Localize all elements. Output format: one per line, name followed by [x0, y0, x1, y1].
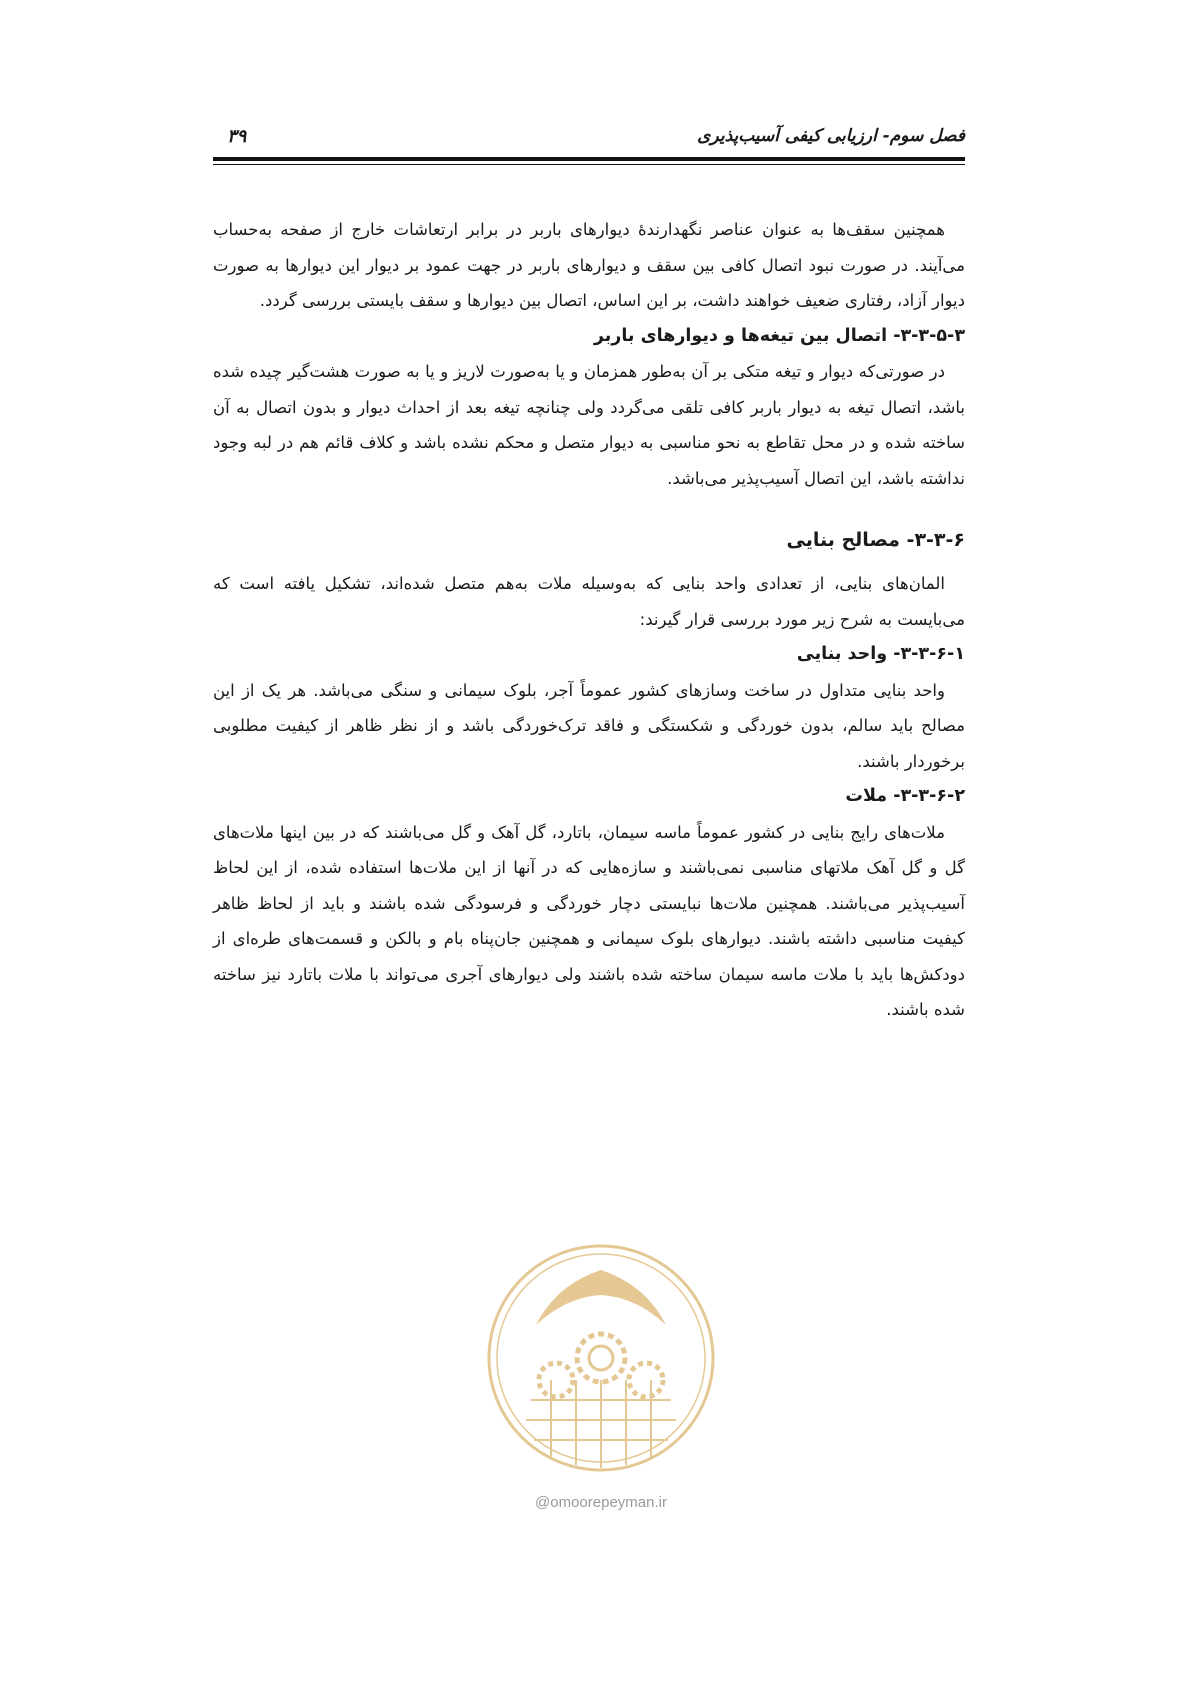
paragraph-partition-wall-connection: در صورتی‌که دیوار و تیغه متکی بر آن به‌طور همزمان و یا به‌صورت لاریز و یا به صورت هشت‌گیر چیده شده باشد، اتصال تیغه به دیوار باربر کافی تلقی می‌گردد ولی چنانچه تیغه بعد از احداث دیوار و بدون اتصال به آن ساخته شده و در محل تقاطع به نحو مناسبی به دیوار متصل و محکم نشده باشد و کلاف قائم هم در لبه وجود نداشته باشد، این اتصال آسیب‌پذیر می‌باشد. [213, 362, 965, 488]
section-heading-mortar: ۳-۳-۶-۲- ملات [845, 786, 965, 806]
section-heading-partition-wall-connection: ۳-۳-۵-۳- اتصال بین تیغه‌ها و دیوارهای باربر [593, 325, 965, 346]
page-number: ۳۹ [227, 126, 247, 147]
header-rule-thick [213, 157, 965, 161]
watermark-url: @omoorepeyman.ir [535, 1494, 667, 1511]
header-rule-thin [213, 164, 965, 165]
paragraph-masonry-unit: واحد بنایی متداول در ساخت وسازهای کشور عموماً آجر، بلوک سیمانی و سنگی می‌باشد. هر یک از این مصالح باید سالم، بدون خوردگی و شکستگی و فاقد ترک‌خوردگی باشد و از نظر ظاهر از کیفیت مطلوبی برخوردار باشند. [213, 680, 965, 771]
section-heading-masonry-materials: ۳-۳-۶- مصالح بنایی [786, 529, 965, 551]
intro-paragraph: همچنین سقف‌ها به عنوان عناصر نگهدارندهٔ دیوارهای باربر در برابر ارتعاشات خارج از صفحه به‌حساب می‌آیند. در صورت نبود اتصال کافی بین سقف و دیوارهای باربر در جهت عمود بر دیوار این دیوارها به صورت دیوار آزاد، رفتاری ضعیف خواهند داشت، بر این اساس، اتصال بین دیوارها و سقف بایستی بررسی گردد. [213, 220, 965, 310]
watermark-seal-icon [476, 1230, 726, 1488]
section-heading-masonry-unit: ۳-۳-۶-۱- واحد بنایی [796, 644, 965, 664]
body-text [213, 212, 965, 1028]
chapter-title: فصل سوم- ارزیابی کیفی آسیب‌پذیری [697, 126, 965, 146]
paragraph-mortar: ملات‌های رایج بنایی در کشور عموماً ماسه سیمان، باتارد، گل آهک و گل می‌باشند که در بین اینها ملات‌های گل و گل آهک ملاتهای مناسبی نمی‌باشند و سازه‌هایی که در آنها از این ملات‌ها استفاده شده، از این لحاظ آسیب‌پذیر می‌باشند. همچنین ملات‌ها نبایستی دچار خوردگی و فرسودگی شده باشند و باید از لحاظ ظاهر کیفیت مناسبی داشته باشند. دیوارهای بلوک سیمانی و همچنین جان‌پناه بام و بالکن و قسمت‌های طره‌ای از دودکش‌ها باید با ملات ماسه سیمان ساخته شده باشند ولی دیوارهای آجری می‌تواند با ملات باتارد نیز ساخته شده باشند. [213, 822, 965, 1019]
running-header [213, 126, 965, 156]
watermark-logo [476, 1230, 726, 1520]
paragraph-masonry-materials: المان‌های بنایی، از تعدادی واحد بنایی که به‌وسیله ملات به‌هم متصل شده‌اند، تشکیل یافته است که می‌بایست به شرح زیر مورد بررسی قرار گیرند: [213, 574, 965, 629]
